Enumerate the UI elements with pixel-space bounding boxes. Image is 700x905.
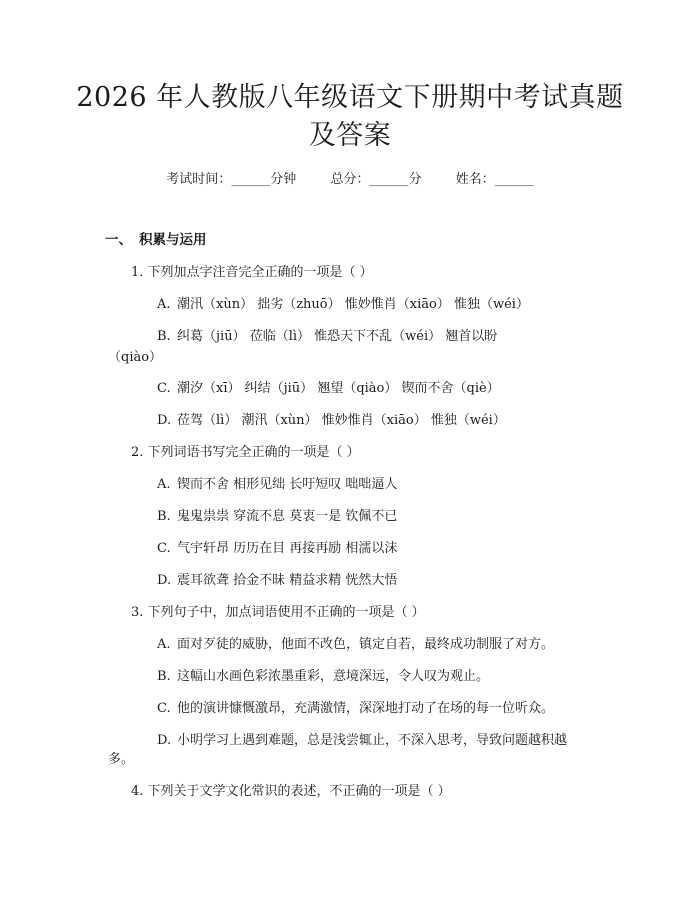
option-text: 潮汐（xī） 纠结（jiū） 翘望（qiào） 锲而不舍（qiè） [177, 381, 500, 396]
option-letter: D. [157, 413, 172, 428]
option-letter: C. [157, 541, 171, 556]
option-text-continuation: （qiào） [108, 350, 163, 365]
option-letter: B. [157, 329, 171, 344]
option-text: 莅驾（lì） 潮汛（xùn） 惟妙惟肖（xiāo） 惟独（wéi） [177, 413, 506, 428]
option-text: 锲而不舍 相形见绌 长吁短叹 咄咄逼人 [177, 477, 398, 492]
option-a [157, 473, 397, 492]
option-text: 他的演讲慷慨激昂，充满激情，深深地打动了在场的每一位听众。 [177, 701, 555, 716]
document-title-line-1: 2026 年人教版八年级语文下册期中考试真题 [76, 82, 624, 113]
option-letter: B. [157, 509, 171, 524]
option-text: 潮汛（xùn） 拙劣（zhuō） 惟妙惟肖（xiāo） 惟独（wéi） [177, 297, 529, 312]
option-c [157, 697, 554, 716]
document-title-line-2: 及答案 [308, 120, 392, 151]
option-a [157, 633, 554, 652]
question-stem: 4. 下列关于文学文化常识的表述，不正确的一项是（ ） [131, 784, 451, 799]
option-text-continuation: 多。 [108, 752, 135, 767]
option-letter: B. [157, 669, 171, 684]
section-heading [105, 228, 207, 248]
total-score-field: 总分：______分 [330, 172, 422, 187]
option-text: 这幅山水画色彩浓墨重彩，意境深远，令人叹为观止。 [177, 669, 490, 684]
option-letter: A. [157, 637, 171, 652]
question-stem: 3. 下列句子中，加点词语使用不正确的一项是（ ） [131, 605, 425, 620]
option-letter: A. [157, 477, 171, 492]
option-b [157, 665, 489, 684]
question-stem: 1. 下列加点字注音完全正确的一项是（ ） [131, 265, 373, 280]
exam-info-line [0, 168, 700, 187]
option-c [157, 537, 397, 556]
option-letter: A. [157, 297, 171, 312]
option-text: 面对歹徒的威胁，他面不改色，镇定自若，最终成功制服了对方。 [177, 637, 555, 652]
section-label: 积累与运用 [139, 232, 207, 248]
option-b [157, 325, 497, 344]
section-number: 一、 [105, 232, 132, 248]
option-text: 纠葛（jiū） 莅临（lì） 惟恐天下不乱（wéi） 翘首以盼 [177, 329, 498, 344]
option-text: 鬼鬼祟祟 穿流不息 莫衷一是 钦佩不已 [177, 509, 398, 524]
option-d [157, 409, 506, 428]
option-c [157, 377, 500, 396]
option-text: 小明学习上遇到难题，总是浅尝辄止，不深入思考，导致问题越积越 [177, 733, 568, 748]
option-d [157, 569, 397, 588]
option-letter: D. [157, 733, 172, 748]
option-text: 气宇轩昂 历历在目 再接再励 相濡以沫 [177, 541, 398, 556]
student-name-field: 姓名：______ [455, 172, 534, 187]
option-letter: C. [157, 701, 171, 716]
question-stem: 2. 下列词语书写完全正确的一项是（ ） [131, 445, 360, 460]
option-letter: C. [157, 381, 171, 396]
exam-time-field: 考试时间：______分钟 [166, 172, 297, 187]
option-text: 震耳欲聋 拾金不昧 精益求精 恍然大悟 [177, 573, 398, 588]
option-b [157, 505, 397, 524]
option-a [157, 293, 529, 312]
option-d [157, 729, 567, 748]
option-letter: D. [157, 573, 172, 588]
